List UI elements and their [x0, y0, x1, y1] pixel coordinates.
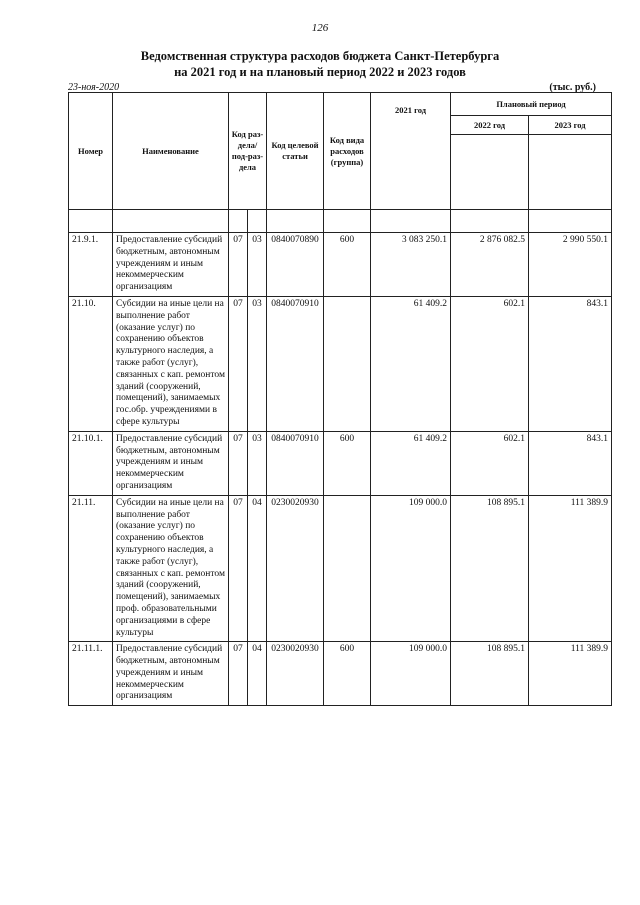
row-2023: 2 990 550.1 — [529, 233, 612, 297]
row-target: 0230020930 — [267, 642, 324, 706]
row-2022: 2 876 082.5 — [451, 233, 529, 297]
document-date: 23-ноя-2020 — [68, 82, 120, 93]
row-2021: 3 083 250.1 — [371, 233, 451, 297]
row-2023: 843.1 — [529, 296, 612, 431]
row-target: 0840070890 — [267, 233, 324, 297]
header-2021: 2021 год — [371, 93, 451, 210]
row-2022: 602.1 — [451, 296, 529, 431]
table-row — [69, 642, 612, 706]
header-section: Код раз-дела/ под-раз-дела — [229, 93, 267, 210]
row-group: 600 — [324, 642, 371, 706]
row-number: 21.10. — [69, 296, 113, 431]
header-group: Код вида расходов (группа) — [324, 93, 371, 210]
row-2023: 843.1 — [529, 431, 612, 495]
row-2023: 111 389.9 — [529, 642, 612, 706]
row-subsection: 03 — [248, 431, 267, 495]
row-2022: 108 895.1 — [451, 642, 529, 706]
row-name: Предоставление субсидий бюджетным, автономным учреждениям и иным некоммерческим организациям — [113, 233, 229, 297]
header-plan-period: Плановый период — [451, 93, 612, 116]
title-line-2: на 2021 год и на плановый период 2022 и 2023 годов — [174, 65, 466, 79]
header-2022: 2022 год — [451, 116, 529, 135]
row-section: 07 — [229, 495, 248, 642]
row-name: Предоставление субсидий бюджетным, автономным учреждениям и иным некоммерческим организациям — [113, 642, 229, 706]
row-section: 07 — [229, 296, 248, 431]
header-2022-spacer — [451, 135, 529, 210]
row-group: 600 — [324, 233, 371, 297]
header-target: Код целевой статьи — [267, 93, 324, 210]
row-group — [324, 296, 371, 431]
row-group: 600 — [324, 431, 371, 495]
table-row — [69, 233, 612, 297]
header-name: Наименование — [113, 93, 229, 210]
row-2021: 109 000.0 — [371, 642, 451, 706]
table-row — [69, 495, 612, 642]
row-group — [324, 495, 371, 642]
budget-table — [68, 92, 612, 706]
row-number: 21.11. — [69, 495, 113, 642]
row-subsection: 04 — [248, 495, 267, 642]
row-2022: 108 895.1 — [451, 495, 529, 642]
units-label: (тыс. руб.) — [549, 82, 596, 93]
row-number: 21.11.1. — [69, 642, 113, 706]
row-section: 07 — [229, 431, 248, 495]
page-number: 126 — [311, 22, 329, 34]
row-subsection: 04 — [248, 642, 267, 706]
row-subsection: 03 — [248, 233, 267, 297]
row-name: Предоставление субсидий бюджетным, автономным учреждениям и иным некоммерческим организациям — [113, 431, 229, 495]
document-title — [20, 48, 620, 80]
row-subsection: 03 — [248, 296, 267, 431]
row-2021: 61 409.2 — [371, 296, 451, 431]
row-name: Субсидии на иные цели на выполнение работ (оказание услуг) по сохранению объектов культурного наследия, а также работ (услуг), связанных с кап. ремонтом зданий (сооружений, помещений), занимаемых гос.обр. учреждениями в сфере культуры — [113, 296, 229, 431]
row-target: 0840070910 — [267, 431, 324, 495]
header-2023: 2023 год — [529, 116, 612, 135]
title-line-1: Ведомственная структура расходов бюджета Санкт-Петербурга — [140, 49, 500, 63]
row-number: 21.9.1. — [69, 233, 113, 297]
row-2021: 61 409.2 — [371, 431, 451, 495]
row-2022: 602.1 — [451, 431, 529, 495]
row-name: Субсидии на иные цели на выполнение работ (оказание услуг) по сохранению объектов культурного наследия, а также работ (услуг), связанных с кап. ремонтом зданий (сооружений, помещений), занимаемых проф. образовательными организациями в сфере культуры — [113, 495, 229, 642]
table-row — [69, 296, 612, 431]
row-section: 07 — [229, 642, 248, 706]
row-section: 07 — [229, 233, 248, 297]
table-row — [69, 431, 612, 495]
row-number: 21.10.1. — [69, 431, 113, 495]
header-2023-spacer — [529, 135, 612, 210]
table-spacer-row — [69, 210, 612, 233]
row-target: 0840070910 — [267, 296, 324, 431]
row-target: 0230020930 — [267, 495, 324, 642]
header-number: Номер — [69, 93, 113, 210]
row-2023: 111 389.9 — [529, 495, 612, 642]
row-2021: 109 000.0 — [371, 495, 451, 642]
